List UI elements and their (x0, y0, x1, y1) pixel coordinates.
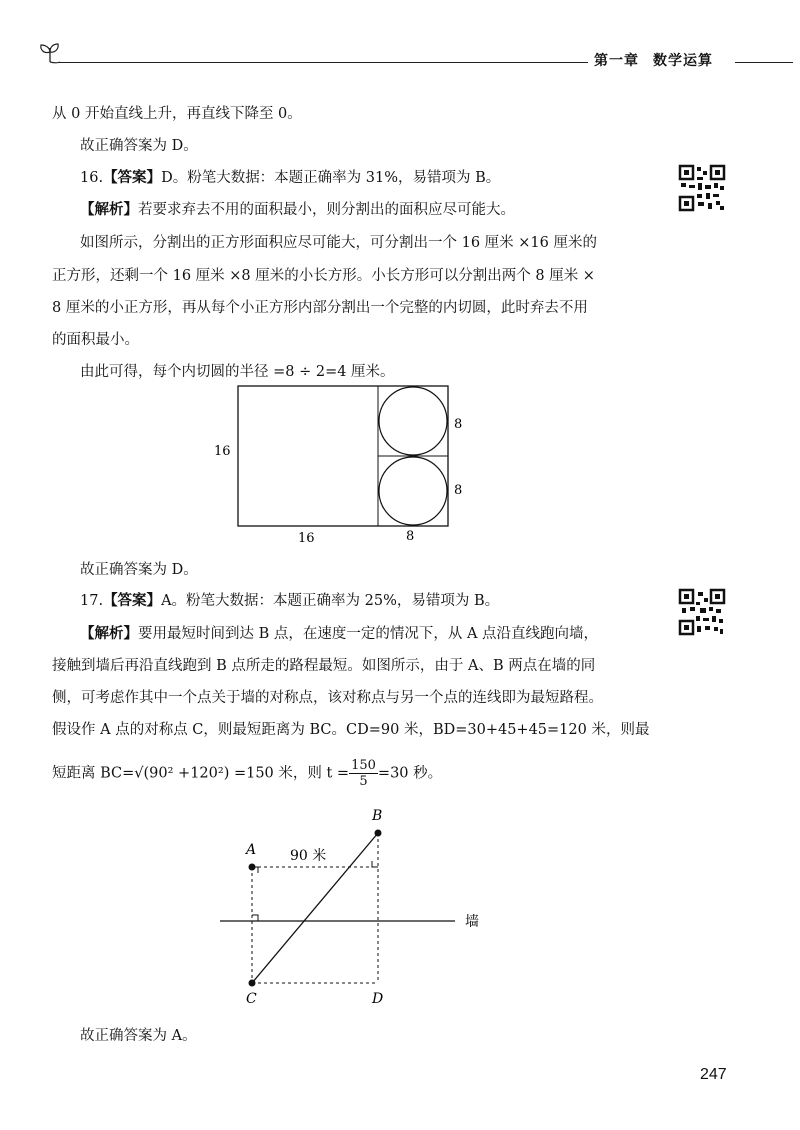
point-b (375, 830, 382, 837)
q17-conclusion: 故正确答案为 A。 (80, 1028, 197, 1044)
formula-part-c: =30 秒。 (377, 765, 443, 782)
q16-para-3: 8 厘米的小正方形，再从每个小正方形内部分割出一个完整的内切圆，此时弃去不用 (52, 300, 588, 316)
formula-part-b: √(90² +120²) =150 米，则 t = (134, 765, 350, 782)
label-c: C (246, 991, 257, 1007)
point-c (249, 980, 256, 987)
q16-answer-text: D。粉笔大数据：本题正确率为 31%，易错项为 B。 (161, 170, 501, 186)
chapter-number: 第一章 (594, 53, 639, 69)
label-a: A (246, 842, 257, 858)
q17-answer-text: A。粉笔大数据：本题正确率为 25%，易错项为 B。 (161, 593, 500, 609)
fraction-numerator: 150 (351, 758, 376, 773)
label-bottom-16: 16 (298, 531, 315, 546)
label-left-16: 16 (214, 444, 231, 459)
q17-para-1: 接触到墙后再沿直线跑到 B 点所走的路程最短。如图所示，由于 A、B 两点在墙的同 (52, 658, 596, 674)
q16-para-1: 如图所示，分割出的正方形面积应尽可能大，可分割出一个 16 厘米 ×16 厘米的 (80, 235, 597, 251)
fraction (349, 758, 378, 789)
label-right-top-8: 8 (454, 417, 463, 432)
header-rule-right (735, 62, 793, 63)
qr-code-icon[interactable] (678, 588, 726, 636)
q17-number: 17. (80, 593, 104, 609)
q16-para-5: 由此可得，每个内切圆的半径 =8 ÷ 2=4 厘米。 (80, 364, 395, 380)
q17-para-2: 侧，可考虑作其中一个点关于墙的对称点，该对称点与另一个点的连线即为最短路程。 (52, 690, 603, 706)
figure-wall-reflection (210, 800, 510, 1012)
label-wall: 墙 (465, 914, 479, 930)
fraction-denominator: 5 (359, 774, 368, 789)
label-distance: 90 米 (290, 848, 327, 864)
qr-code-icon[interactable] (678, 164, 726, 212)
q16-para-2: 正方形，还剩一个 16 厘米 ×8 厘米的小长方形。小长方形可以分割出两个 8 厘米 × (52, 268, 595, 284)
header-rule-left (58, 62, 588, 63)
inscribed-circle-top (379, 387, 447, 455)
q17-analysis-text: 要用最短时间到达 B 点，在速度一定的情况下，从 A 点沿直线跑向墙， (138, 626, 599, 642)
right-angle-mark (252, 915, 258, 921)
q16-answer-tag: 【答案】 (103, 170, 162, 186)
q16-number: 16. (80, 170, 104, 186)
label-bottom-8: 8 (406, 529, 415, 544)
chapter-title: 数学运算 (653, 53, 713, 69)
line-2: 故正确答案为 D。 (80, 138, 198, 154)
q16-analysis-tag: 【解析】 (80, 202, 138, 218)
line-1: 从 0 开始直线上升，再直线下降至 0。 (52, 106, 302, 122)
q17-answer-tag: 【答案】 (103, 593, 162, 609)
figure-square-circles (200, 380, 500, 550)
q16-analysis-text: 若要求弃去不用的面积最小，则分割出的面积应尽可能大。 (138, 202, 515, 218)
q17-para-3: 假设作 A 点的对称点 C，则最短距离为 BC。CD=90 米，BD=30+45+45=120 米，则最 (52, 722, 650, 738)
formula-part-a: 短距离 BC= (52, 765, 135, 782)
page-number: 247 (700, 1066, 727, 1083)
q16-analysis-line (80, 200, 515, 220)
label-right-bottom-8: 8 (454, 483, 463, 498)
q16-conclusion: 故正确答案为 D。 (80, 562, 198, 578)
right-angle-mark (372, 861, 378, 867)
q17-answer-line (80, 591, 499, 611)
label-b: B (372, 808, 383, 824)
q16-para-4: 的面积最小。 (52, 332, 139, 348)
inscribed-circle-bottom (379, 457, 447, 525)
chapter-heading (594, 50, 727, 70)
point-a (249, 864, 256, 871)
q17-analysis-line (80, 624, 598, 644)
q17-analysis-tag: 【解析】 (80, 626, 138, 642)
q17-formula-line (52, 758, 442, 789)
leaf-icon (38, 42, 62, 64)
q16-answer-line (80, 168, 500, 188)
label-d: D (372, 991, 384, 1007)
